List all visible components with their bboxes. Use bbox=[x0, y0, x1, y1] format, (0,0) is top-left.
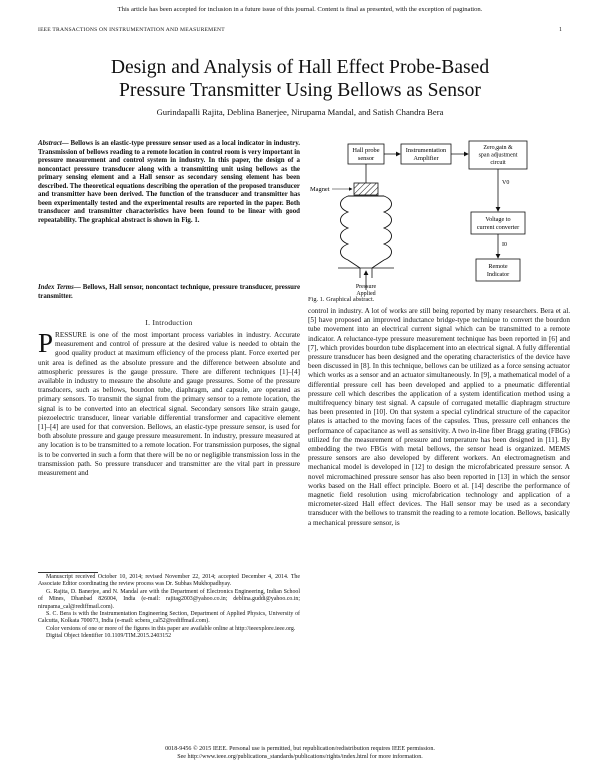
footnotes bbox=[38, 574, 300, 641]
acceptance-notice: This article has been accepted for inclusion in a future issue of this journal. Content is final as presented, with the exception of pagination. bbox=[117, 6, 483, 13]
footnote-affiliation-1: G. Rajita, D. Banerjee, and N. Mandal are with the Department of Electronics Engineering, Indian School of Mines, Dhanbad 826004, India (e-mail: rajitag2003@yahoo.co.in; deblina.guddi@yahoo.co.in; nirupama_cal@rediffmail.com). bbox=[38, 588, 300, 610]
abstract-text: — Bellows is an elastic-type pressure sensor used as a local indicator in industry. Transmission of bellows reading to a remote location in control room is very important in pressure measurement and control system in industry. In this paper, the design of a noncontact pressure transducer along with a transmitting unit using bellows as the primary sensing element and a Hall sensor as secondary sensing element has been described. The theoretical equations describing the operation of the proposed transducer and transmitter have been derived. The function of the transducer and transmitter has been experimentally tested and the experimental results are reported in the paper. Both transducer and transmitter characteristics have been found to be linear with good repeatability. The graphical abstract is shown in Fig. 1. bbox=[38, 140, 300, 224]
magnet bbox=[354, 183, 378, 195]
intro-right-column: control in industry. A lot of works are still being reported by many researchers. Bera et al. [5] have proposed an improved inductance bridge-type technique to convert the bourdon tube movement into an electrical current signal which can be transmitted to a remote indicator. A reluctance-type pressure measurement technique has been reported in [6] and [7], which provides bourdon tube displacement into an electrical signal. A fully differential pressure transducer has been designed and the operating characteristics of the device have been discussed in [8]. In this technique, bellows can be utilized as a force sensing actuator which works as a sensor and an actuator simultaneously. In [9], a mathematical model of a differential pressure cell has been developed and applied to a pneumatic differential pressure cell which describes the application of a system identification method using a multifrequency binary test signal. A capsule of corrugated metallic diaphragm structure has been presented in [10]. On that system a special cylindrical structure of the capacitor plates is attached to the moving faces of the capsules. Thus, pressure cell enhances the performance of capacitance as well as sensitivity. A two in-line fiber Bragg grating (FBGs) utilized for the measurement of pressure and temperature has been designed in [11]. By embedding the two FBGs with metal bellows, the sensor head is organized. MEMS pressure sensors are also developed by different workers. An electromagnetism and mechanical model is developed in [12] to design the microfabricated pressure sensor. A novel micromachined pressure sensor has also been reported in [13] in which the sensor works based on the Hall effect principle. Boero et al. [14] describe the performance of magnetic field resolution using microfabrication technology and application of a micrometer-sized Hall effect devices. The Hall sensor may be used as a secondary transducer with the bellows to transmit the reading to a remote location. Bellows, basically a mechanical pressure sensor, is bbox=[308, 307, 570, 527]
page-number: 1 bbox=[559, 27, 562, 33]
author-list: Gurindapalli Rajita, Deblina Banerjee, Nirupama Mandal, and Satish Chandra Bera bbox=[156, 107, 444, 117]
v0-label: V0 bbox=[502, 180, 510, 186]
index-terms bbox=[38, 284, 300, 301]
footnote-divider bbox=[38, 572, 98, 573]
footnote-manuscript: Manuscript received October 10, 2014; revised November 22, 2014; accepted December 4, 2014. The Associate Editor coordinating the review process was Dr. Subhas Mukhopadhyay. bbox=[38, 574, 300, 588]
drop-cap: P bbox=[38, 328, 54, 358]
title-line-2: Pressure Transmitter Using Bellows as Sensor bbox=[119, 80, 481, 101]
voltage-to-label: Voltage to bbox=[485, 216, 511, 223]
footnote-affiliation-2: S. C. Bera is with the Instrumentation Engineering Section, Department of Applied Physics, University of Calcutta, Kolkata 700073, India (e-mail: scbera_cal52@rediffmail.com). bbox=[38, 611, 300, 625]
index-terms-text: — Bellows, Hall sensor, noncontact technique, pressure transducer, pressure transmitter. bbox=[38, 284, 301, 300]
footnote-doi: Digital Object Identifier 10.1109/TIM.2015.2403152 bbox=[46, 633, 172, 640]
abstract bbox=[38, 140, 300, 225]
amplifier-label: Amplifier bbox=[413, 155, 439, 162]
circuit-label: circuit bbox=[490, 160, 506, 166]
footnote-color: Color versions of one or more of the figures in this paper are available online at http://ieeexplore.ieee.org. bbox=[46, 625, 296, 632]
graphical-abstract-figure bbox=[308, 138, 570, 298]
copyright-line-1: 0018-9456 © 2015 IEEE. Personal use is permitted, but republication/redistribution requires IEEE permission. bbox=[165, 746, 435, 752]
remote-label: Remote bbox=[488, 263, 508, 270]
pressure-label: Pressure bbox=[355, 284, 377, 290]
abstract-lead: Abstract bbox=[38, 140, 62, 147]
title-line-1: Design and Analysis of Hall Effect Probe-Based bbox=[110, 57, 490, 78]
bellows bbox=[341, 196, 392, 268]
current-converter-label: current converter bbox=[476, 224, 520, 231]
intro-left-column bbox=[38, 328, 300, 478]
figure-caption: Fig. 1. Graphical abstract. bbox=[308, 296, 375, 303]
paper-title bbox=[30, 56, 570, 102]
running-head: IEEE TRANSACTIONS ON INSTRUMENTATION AND MEASUREMENT bbox=[38, 27, 225, 33]
indicator-label: Indicator bbox=[486, 271, 510, 278]
block-diagram bbox=[308, 138, 570, 298]
span-adjust-label: span adjustment bbox=[478, 152, 518, 159]
sensor-label: sensor bbox=[357, 155, 375, 162]
intro-left-text: RESSURE is one of the most important process variables in industry. Accurate measurement and control of pressure at the desired value is needed to obtain the good quality product at maximum efficiency of the process plant. Force exerted per unit area is defined as the absolute pressure and the difference between absolute and atmospheric pressures is the gauge pressure. There are different techniques [1]–[4] available in industry to measure the absolute and gauge pressures. Some of the pressure transducers, such as bellows, bourdon tube, diaphragm, and capsule, are operated as primary sensors. To transmit the signal from the primary sensor to a remote location, the signal is to be converted into an electrical signal. Secondary sensors like strain gauge, piezoelectric transducer, linear variable differential transformer and capacitive element [1]–[4] are used for that conversion. Bellows, an elastic-type pressure sensor, is used for both absolute pressure and gauge pressure measurement. In industry, pressure measured at any location is to be transmitted to a remote location. For transmission purposes, the signal is to be converted in such a form that there will be no or negligible transmission loss in the transmission path. So pressure transducer and transmitter are the vital part in pressure measurement and bbox=[38, 331, 300, 478]
index-terms-lead: Index Terms bbox=[38, 284, 74, 291]
hall-probe-label: Hall probe bbox=[352, 147, 380, 154]
instrumentation-label: Instrumentation bbox=[405, 147, 447, 154]
section-heading: I. Introduction bbox=[145, 318, 193, 327]
applied-label: Applied bbox=[356, 291, 376, 297]
magnet-label: Magnet bbox=[310, 186, 330, 193]
copyright-footer bbox=[0, 746, 600, 761]
zero-gain-label: Zero,gain & bbox=[483, 145, 513, 151]
copyright-line-2: See http://www.ieee.org/publications_standards/publications/rights/index.html for more information. bbox=[177, 753, 423, 760]
i0-label: I0 bbox=[502, 242, 507, 248]
